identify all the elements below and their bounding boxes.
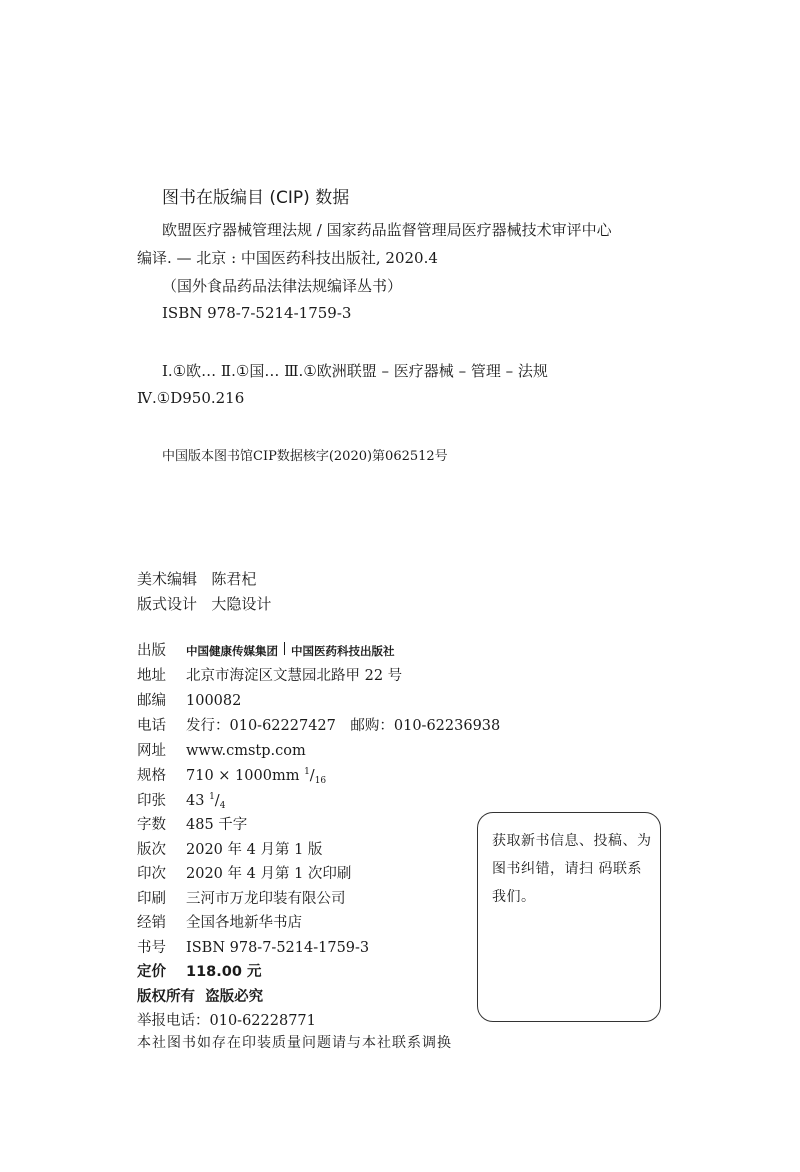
cip-classification-1: Ⅰ.①欧… Ⅱ.①国… Ⅲ.①欧洲联盟 – 医疗器械 – 管理 – 法规 [162, 362, 548, 380]
publisher-group: 中国健康传媒集团 [186, 644, 278, 658]
printing-row [137, 862, 351, 883]
sheets-label: 印张 [137, 793, 166, 809]
book-number-value: ISBN 978-7-5214-1759-3 [186, 940, 370, 956]
format-label: 规格 [137, 768, 166, 784]
layout-design-name: 大隐设计 [211, 595, 272, 613]
distributor-value: 全国各地新华书店 [186, 915, 302, 931]
address-row [137, 664, 402, 685]
copyright-row [137, 985, 263, 1006]
edition-label: 版次 [137, 842, 166, 858]
piracy-warning: 盗版必究 [205, 989, 264, 1005]
format-denominator: 16 [314, 776, 327, 786]
printer-label: 印刷 [137, 891, 166, 907]
postcode-label: 邮编 [137, 693, 166, 709]
layout-design-label: 版式设计 [137, 595, 198, 613]
price-row [137, 960, 262, 981]
format-size: 710 × 1000mm [186, 768, 300, 784]
printing-label: 印次 [137, 866, 166, 882]
edition-row [137, 838, 322, 859]
printing-value: 2020 年 4 月第 1 次印刷 [186, 866, 352, 882]
word-count-row [137, 813, 247, 834]
report-phone-row [137, 1009, 316, 1030]
book-number-label: 书号 [137, 940, 166, 956]
website-label: 网址 [137, 743, 166, 759]
cip-classification-2: Ⅳ.①D950.216 [137, 389, 245, 407]
edition-value: 2020 年 4 月第 1 版 [186, 842, 323, 858]
cip-bibliographic-line-1: 欧盟医疗器械管理法规 / 国家药品监督管理局医疗器械技术审评中心 [162, 221, 612, 239]
sheets-row [137, 789, 225, 811]
address-value: 北京市海淀区文慧园北路甲 22 号 [186, 668, 403, 684]
publisher-name: 中国医药科技出版社 [291, 644, 395, 658]
printer-row [137, 887, 346, 908]
postcode-value: 100082 [186, 693, 242, 709]
word-count-value: 485 千字 [186, 817, 248, 833]
qr-info-box [477, 812, 661, 1022]
publisher-label: 出版 [137, 643, 166, 659]
price-label: 定价 [137, 964, 166, 980]
sheets-denominator: 4 [219, 801, 226, 811]
layout-design-row [137, 593, 271, 614]
art-editor-name: 陈君杞 [211, 570, 257, 588]
format-value: 710 × 1000mm $^1/_{16}$ [186, 767, 327, 786]
distributor-row [137, 911, 302, 932]
format-row [137, 764, 326, 786]
footer-note: 本社图书如存在印装质量问题请与本社联系调换 [137, 1035, 452, 1051]
website-row [137, 739, 306, 760]
cip-title: 图书在版编目 (CIP) 数据 [162, 188, 350, 208]
qr-info-text: 获取新书信息、投稿、为图书纠错，请扫 码联系我们。 [492, 833, 652, 905]
address-label: 地址 [137, 668, 166, 684]
sheets-value: 43 $^1/_4$ [186, 792, 226, 811]
art-editor-label: 美术编辑 [137, 570, 198, 588]
distributor-label: 经销 [137, 915, 166, 931]
phone-value: 发行：010-62227427 邮购：010-62236938 [186, 718, 501, 734]
cip-verification-number: 中国版本图书馆CIP数据核字(2020)第062512号 [162, 449, 448, 464]
word-count-label: 字数 [137, 817, 166, 833]
postcode-row [137, 689, 241, 710]
report-phone: 举报电话：010-62228771 [137, 1013, 316, 1029]
copyright-reserved: 版权所有 [137, 989, 195, 1005]
cip-isbn: ISBN 978-7-5214-1759-3 [162, 304, 352, 322]
price-value: 118.00 元 [186, 964, 262, 980]
format-numerator: 1 [304, 767, 310, 777]
phone-row [137, 714, 500, 735]
publisher-row [137, 639, 395, 660]
printer-value: 三河市万龙印装有限公司 [186, 891, 346, 907]
publisher-separator [284, 642, 285, 655]
sheets-whole: 43 [186, 793, 205, 809]
sheets-numerator: 1 [209, 792, 215, 802]
book-number-row [137, 936, 369, 957]
art-editor-row [137, 568, 256, 589]
website-value: www.cmstp.com [186, 743, 306, 759]
cip-series: （国外食品药品法律法规编译丛书） [162, 277, 403, 295]
cip-bibliographic-line-2: 编译. — 北京 : 中国医药科技出版社, 2020.4 [137, 249, 438, 267]
phone-label: 电话 [137, 718, 166, 734]
